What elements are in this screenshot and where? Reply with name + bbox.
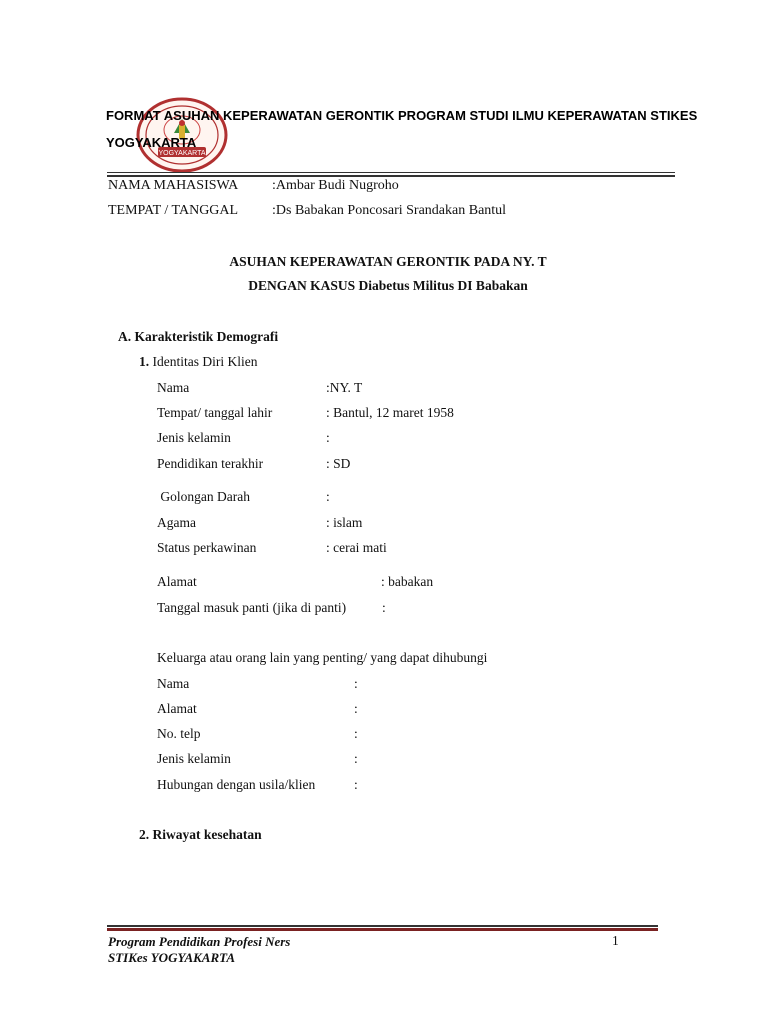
field-label-ttl: Tempat/ tanggal lahir bbox=[157, 405, 273, 420]
field-value-alamat: : babakan bbox=[381, 574, 434, 589]
student-name-label: NAMA MAHASISWA bbox=[108, 178, 239, 193]
family-label-alamat: Alamat bbox=[157, 701, 197, 716]
family-label-nama: Nama bbox=[157, 676, 190, 691]
logo-text: YOGYAKARTA bbox=[158, 150, 206, 157]
footer-rule-top bbox=[107, 925, 658, 927]
footer-rule-accent bbox=[107, 928, 658, 931]
field-value-status: : cerai mati bbox=[326, 540, 387, 555]
field-label-tanggal-masuk: Tanggal masuk panti (jika di panti) bbox=[157, 600, 347, 615]
field-label-agama: Agama bbox=[157, 515, 196, 530]
document-title-line1: ASUHAN KEPERAWATAN GERONTIK PADA NY. T bbox=[229, 254, 547, 269]
field-label-golongan-darah: Golongan Darah bbox=[157, 489, 250, 504]
family-value-hubungan: : bbox=[354, 777, 358, 792]
field-label-jenis-kelamin: Jenis kelamin bbox=[157, 430, 231, 445]
section-1-heading bbox=[139, 354, 257, 370]
family-value-jenis-kelamin: : bbox=[354, 751, 358, 766]
field-value-tanggal-masuk: : bbox=[382, 600, 386, 615]
field-label-nama: Nama bbox=[157, 380, 190, 395]
family-contact-heading: Keluarga atau orang lain yang penting/ yang dapat dihubungi bbox=[157, 650, 488, 665]
footer-program: Program Pendidikan Profesi Ners bbox=[108, 934, 291, 949]
place-date-value: :Ds Babakan Poncosari Srandakan Bantul bbox=[272, 203, 507, 218]
section-2-heading: 2. Riwayat kesehatan bbox=[139, 827, 262, 842]
header-rule-thin bbox=[107, 172, 675, 173]
field-label-alamat: Alamat bbox=[157, 574, 197, 589]
section-1-number: 1. bbox=[139, 354, 150, 369]
student-name-value: :Ambar Budi Nugroho bbox=[272, 178, 399, 193]
header-title-line1: FORMAT ASUHAN KEPERAWATAN GERONTIK PROGRAM STUDI ILMU KEPERAWATAN STIKES bbox=[106, 108, 698, 123]
family-label-telp: No. telp bbox=[157, 726, 201, 741]
field-value-agama: : islam bbox=[326, 515, 363, 530]
footer-institution: STIKes YOGYAKARTA bbox=[108, 950, 236, 965]
field-value-ttl: : Bantul, 12 maret 1958 bbox=[326, 405, 454, 420]
place-date-label: TEMPAT / TANGGAL bbox=[108, 203, 239, 218]
family-value-telp: : bbox=[354, 726, 358, 741]
document-title-line2: DENGAN KASUS Diabetus Militus DI Babakan bbox=[248, 278, 528, 293]
header-rule-thick bbox=[107, 175, 675, 177]
family-value-alamat: : bbox=[354, 701, 358, 716]
field-label-pendidikan: Pendidikan terakhir bbox=[157, 456, 264, 471]
section-a-heading: A. Karakteristik Demografi bbox=[118, 329, 279, 344]
family-value-nama: : bbox=[354, 676, 358, 691]
family-label-hubungan: Hubungan dengan usila/klien bbox=[157, 777, 316, 792]
field-value-pendidikan: : SD bbox=[326, 456, 351, 471]
field-label-status: Status perkawinan bbox=[157, 540, 257, 555]
field-value-golongan-darah: : bbox=[326, 489, 330, 504]
page-number: 1 bbox=[612, 933, 619, 948]
family-label-jenis-kelamin: Jenis kelamin bbox=[157, 751, 231, 766]
field-value-nama: :NY. T bbox=[326, 380, 363, 395]
field-value-jenis-kelamin: : bbox=[326, 430, 330, 445]
section-1-label: Identitas Diri Klien bbox=[152, 354, 258, 369]
header-title-line2: YOGYAKARTA bbox=[106, 135, 197, 150]
